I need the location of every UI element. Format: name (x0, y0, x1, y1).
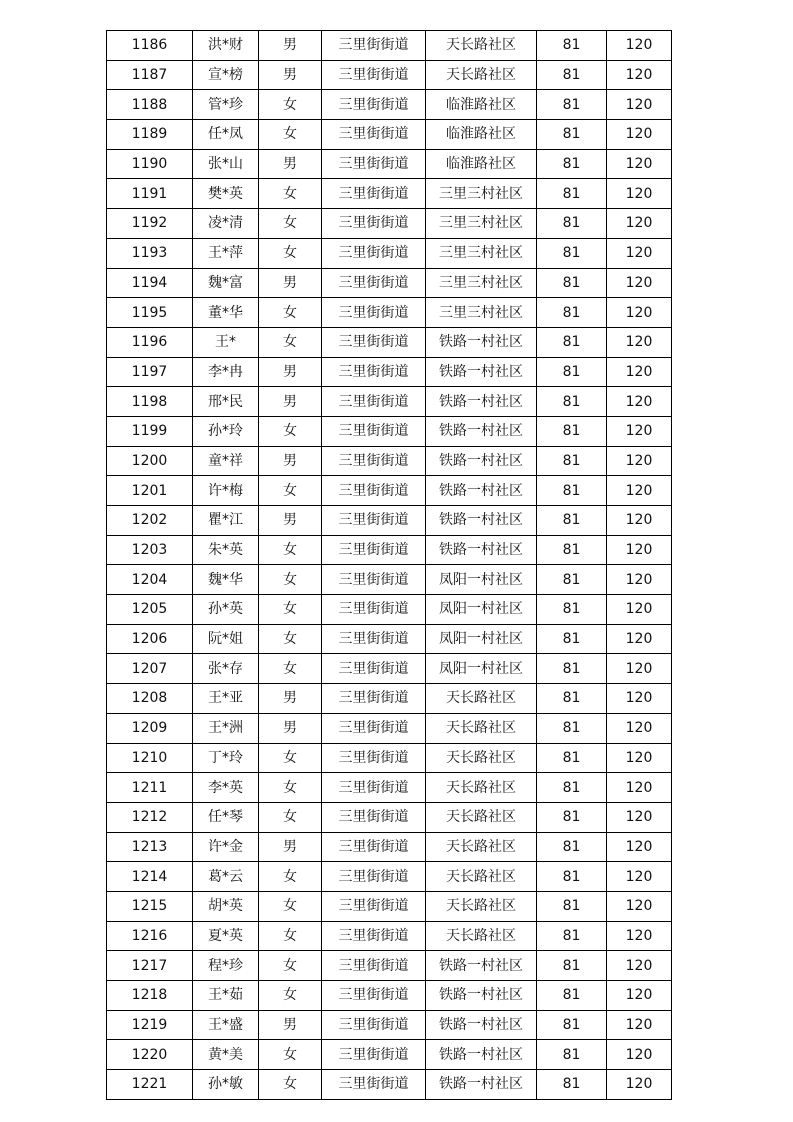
cell-gender: 男 (259, 31, 322, 61)
cell-name: 王*萍 (193, 238, 259, 268)
cell-age: 81 (537, 595, 607, 625)
cell-serial-number: 1216 (107, 921, 193, 951)
cell-community: 三里三村社区 (426, 179, 537, 209)
cell-amount: 120 (607, 120, 672, 150)
cell-serial-number: 1214 (107, 862, 193, 892)
cell-age: 81 (537, 298, 607, 328)
cell-name: 葛*云 (193, 862, 259, 892)
cell-community: 铁路一村社区 (426, 1040, 537, 1070)
cell-age: 81 (537, 862, 607, 892)
cell-community: 铁路一村社区 (426, 981, 537, 1011)
cell-name: 王* (193, 327, 259, 357)
cell-age: 81 (537, 327, 607, 357)
cell-community: 天长路社区 (426, 713, 537, 743)
cell-street: 三里街街道 (322, 951, 426, 981)
cell-age: 81 (537, 684, 607, 714)
cell-community: 铁路一村社区 (426, 1070, 537, 1100)
cell-street: 三里街街道 (322, 595, 426, 625)
cell-community: 临淮路社区 (426, 149, 537, 179)
table-row (107, 684, 672, 714)
table-row (107, 357, 672, 387)
cell-amount: 120 (607, 1010, 672, 1040)
cell-age: 81 (537, 951, 607, 981)
cell-age: 81 (537, 1040, 607, 1070)
cell-street: 三里街街道 (322, 327, 426, 357)
cell-gender: 男 (259, 268, 322, 298)
table-row (107, 446, 672, 476)
cell-name: 王*洲 (193, 713, 259, 743)
cell-serial-number: 1192 (107, 209, 193, 239)
cell-gender: 男 (259, 60, 322, 90)
cell-gender: 女 (259, 179, 322, 209)
cell-name: 任*琴 (193, 802, 259, 832)
cell-community: 三里三村社区 (426, 238, 537, 268)
cell-amount: 120 (607, 891, 672, 921)
cell-age: 81 (537, 921, 607, 951)
cell-gender: 男 (259, 832, 322, 862)
cell-gender: 女 (259, 120, 322, 150)
cell-name: 魏*富 (193, 268, 259, 298)
cell-name: 许*梅 (193, 476, 259, 506)
cell-serial-number: 1199 (107, 416, 193, 446)
cell-serial-number: 1217 (107, 951, 193, 981)
cell-street: 三里街街道 (322, 268, 426, 298)
cell-name: 任*凤 (193, 120, 259, 150)
cell-amount: 120 (607, 179, 672, 209)
cell-amount: 120 (607, 981, 672, 1011)
cell-amount: 120 (607, 624, 672, 654)
cell-name: 魏*华 (193, 565, 259, 595)
cell-age: 81 (537, 268, 607, 298)
cell-age: 81 (537, 506, 607, 536)
cell-amount: 120 (607, 209, 672, 239)
cell-gender: 男 (259, 684, 322, 714)
cell-street: 三里街街道 (322, 624, 426, 654)
cell-gender: 女 (259, 416, 322, 446)
cell-street: 三里街街道 (322, 535, 426, 565)
cell-serial-number: 1200 (107, 446, 193, 476)
cell-amount: 120 (607, 535, 672, 565)
cell-street: 三里街街道 (322, 1070, 426, 1100)
cell-name: 朱*英 (193, 535, 259, 565)
cell-amount: 120 (607, 476, 672, 506)
cell-name: 王*盛 (193, 1010, 259, 1040)
cell-serial-number: 1197 (107, 357, 193, 387)
cell-age: 81 (537, 238, 607, 268)
cell-street: 三里街街道 (322, 773, 426, 803)
cell-community: 天长路社区 (426, 862, 537, 892)
cell-street: 三里街街道 (322, 832, 426, 862)
cell-amount: 120 (607, 773, 672, 803)
table-row (107, 981, 672, 1011)
table-row (107, 298, 672, 328)
cell-amount: 120 (607, 298, 672, 328)
cell-name: 李*英 (193, 773, 259, 803)
cell-serial-number: 1212 (107, 802, 193, 832)
cell-amount: 120 (607, 357, 672, 387)
cell-street: 三里街街道 (322, 298, 426, 328)
cell-serial-number: 1213 (107, 832, 193, 862)
cell-amount: 120 (607, 268, 672, 298)
table-row (107, 654, 672, 684)
cell-gender: 女 (259, 624, 322, 654)
cell-community: 铁路一村社区 (426, 476, 537, 506)
cell-gender: 女 (259, 951, 322, 981)
cell-street: 三里街街道 (322, 921, 426, 951)
cell-gender: 女 (259, 209, 322, 239)
cell-serial-number: 1201 (107, 476, 193, 506)
cell-serial-number: 1194 (107, 268, 193, 298)
cell-age: 81 (537, 713, 607, 743)
cell-serial-number: 1191 (107, 179, 193, 209)
cell-gender: 女 (259, 535, 322, 565)
cell-serial-number: 1204 (107, 565, 193, 595)
cell-age: 81 (537, 209, 607, 239)
cell-gender: 女 (259, 298, 322, 328)
cell-gender: 女 (259, 90, 322, 120)
table-row (107, 891, 672, 921)
cell-name: 管*珍 (193, 90, 259, 120)
cell-gender: 女 (259, 891, 322, 921)
cell-name: 张*山 (193, 149, 259, 179)
cell-street: 三里街街道 (322, 684, 426, 714)
table-row (107, 595, 672, 625)
cell-age: 81 (537, 446, 607, 476)
cell-gender: 女 (259, 862, 322, 892)
cell-street: 三里街街道 (322, 713, 426, 743)
cell-gender: 女 (259, 327, 322, 357)
cell-name: 孙*玲 (193, 416, 259, 446)
table-row (107, 1040, 672, 1070)
cell-community: 天长路社区 (426, 802, 537, 832)
cell-street: 三里街街道 (322, 506, 426, 536)
cell-street: 三里街街道 (322, 891, 426, 921)
cell-age: 81 (537, 1010, 607, 1040)
cell-name: 胡*英 (193, 891, 259, 921)
table-row (107, 921, 672, 951)
cell-amount: 120 (607, 743, 672, 773)
table-row (107, 60, 672, 90)
cell-age: 81 (537, 832, 607, 862)
table-row (107, 179, 672, 209)
cell-serial-number: 1221 (107, 1070, 193, 1100)
cell-serial-number: 1188 (107, 90, 193, 120)
cell-amount: 120 (607, 802, 672, 832)
cell-serial-number: 1209 (107, 713, 193, 743)
cell-community: 凤阳一村社区 (426, 595, 537, 625)
cell-name: 张*存 (193, 654, 259, 684)
cell-street: 三里街街道 (322, 862, 426, 892)
cell-amount: 120 (607, 31, 672, 61)
cell-amount: 120 (607, 446, 672, 476)
cell-name: 丁*玲 (193, 743, 259, 773)
cell-serial-number: 1219 (107, 1010, 193, 1040)
cell-street: 三里街街道 (322, 31, 426, 61)
table-row (107, 476, 672, 506)
cell-community: 铁路一村社区 (426, 387, 537, 417)
cell-community: 天长路社区 (426, 31, 537, 61)
cell-name: 李*冉 (193, 357, 259, 387)
cell-serial-number: 1220 (107, 1040, 193, 1070)
cell-amount: 120 (607, 60, 672, 90)
cell-amount: 120 (607, 654, 672, 684)
cell-serial-number: 1210 (107, 743, 193, 773)
table-row (107, 535, 672, 565)
cell-community: 铁路一村社区 (426, 446, 537, 476)
cell-gender: 男 (259, 387, 322, 417)
cell-street: 三里街街道 (322, 238, 426, 268)
cell-name: 孙*敏 (193, 1070, 259, 1100)
cell-amount: 120 (607, 327, 672, 357)
cell-community: 三里三村社区 (426, 298, 537, 328)
cell-street: 三里街街道 (322, 60, 426, 90)
cell-age: 81 (537, 179, 607, 209)
cell-community: 铁路一村社区 (426, 357, 537, 387)
cell-street: 三里街街道 (322, 565, 426, 595)
cell-street: 三里街街道 (322, 1010, 426, 1040)
cell-name: 孙*英 (193, 595, 259, 625)
cell-age: 81 (537, 624, 607, 654)
table-row (107, 149, 672, 179)
cell-gender: 女 (259, 476, 322, 506)
cell-age: 81 (537, 387, 607, 417)
cell-street: 三里街街道 (322, 90, 426, 120)
cell-street: 三里街街道 (322, 802, 426, 832)
table-row (107, 90, 672, 120)
table-row (107, 387, 672, 417)
cell-street: 三里街街道 (322, 743, 426, 773)
cell-gender: 女 (259, 802, 322, 832)
roster-table-body (107, 31, 672, 1100)
table-row (107, 268, 672, 298)
cell-serial-number: 1207 (107, 654, 193, 684)
table-row (107, 506, 672, 536)
cell-gender: 女 (259, 1070, 322, 1100)
cell-serial-number: 1186 (107, 31, 193, 61)
cell-gender: 男 (259, 713, 322, 743)
cell-amount: 120 (607, 90, 672, 120)
cell-amount: 120 (607, 684, 672, 714)
cell-age: 81 (537, 981, 607, 1011)
table-row (107, 31, 672, 61)
cell-gender: 女 (259, 773, 322, 803)
cell-age: 81 (537, 90, 607, 120)
cell-name: 程*珍 (193, 951, 259, 981)
cell-age: 81 (537, 416, 607, 446)
cell-age: 81 (537, 120, 607, 150)
cell-age: 81 (537, 802, 607, 832)
cell-community: 临淮路社区 (426, 90, 537, 120)
cell-amount: 120 (607, 1070, 672, 1100)
table-row (107, 238, 672, 268)
cell-amount: 120 (607, 832, 672, 862)
cell-gender: 男 (259, 506, 322, 536)
cell-street: 三里街街道 (322, 446, 426, 476)
cell-street: 三里街街道 (322, 416, 426, 446)
cell-gender: 男 (259, 1010, 322, 1040)
cell-gender: 女 (259, 743, 322, 773)
cell-gender: 女 (259, 654, 322, 684)
cell-street: 三里街街道 (322, 209, 426, 239)
cell-amount: 120 (607, 595, 672, 625)
cell-name: 王*亚 (193, 684, 259, 714)
cell-age: 81 (537, 565, 607, 595)
cell-amount: 120 (607, 149, 672, 179)
cell-community: 铁路一村社区 (426, 1010, 537, 1040)
cell-age: 81 (537, 149, 607, 179)
cell-name: 董*华 (193, 298, 259, 328)
cell-community: 天长路社区 (426, 921, 537, 951)
cell-serial-number: 1203 (107, 535, 193, 565)
cell-community: 铁路一村社区 (426, 535, 537, 565)
cell-name: 许*金 (193, 832, 259, 862)
table-row (107, 832, 672, 862)
table-row (107, 951, 672, 981)
cell-community: 天长路社区 (426, 832, 537, 862)
cell-street: 三里街街道 (322, 1040, 426, 1070)
table-row (107, 862, 672, 892)
cell-street: 三里街街道 (322, 476, 426, 506)
cell-name: 黄*美 (193, 1040, 259, 1070)
cell-name: 樊*英 (193, 179, 259, 209)
roster-table (106, 30, 672, 1100)
cell-name: 邢*民 (193, 387, 259, 417)
cell-age: 81 (537, 535, 607, 565)
cell-street: 三里街街道 (322, 387, 426, 417)
table-row (107, 565, 672, 595)
table-row (107, 120, 672, 150)
cell-serial-number: 1202 (107, 506, 193, 536)
cell-amount: 120 (607, 713, 672, 743)
table-row (107, 209, 672, 239)
cell-age: 81 (537, 654, 607, 684)
cell-amount: 120 (607, 506, 672, 536)
cell-amount: 120 (607, 387, 672, 417)
cell-serial-number: 1196 (107, 327, 193, 357)
cell-community: 铁路一村社区 (426, 327, 537, 357)
table-row (107, 773, 672, 803)
cell-community: 三里三村社区 (426, 268, 537, 298)
table-row (107, 1010, 672, 1040)
cell-name: 宣*榜 (193, 60, 259, 90)
cell-serial-number: 1208 (107, 684, 193, 714)
cell-gender: 女 (259, 921, 322, 951)
cell-serial-number: 1206 (107, 624, 193, 654)
cell-gender: 男 (259, 446, 322, 476)
cell-name: 洪*财 (193, 31, 259, 61)
cell-community: 天长路社区 (426, 684, 537, 714)
cell-serial-number: 1218 (107, 981, 193, 1011)
cell-amount: 120 (607, 565, 672, 595)
cell-age: 81 (537, 891, 607, 921)
cell-age: 81 (537, 60, 607, 90)
table-row (107, 1070, 672, 1100)
cell-community: 凤阳一村社区 (426, 654, 537, 684)
cell-serial-number: 1211 (107, 773, 193, 803)
cell-name: 瞿*江 (193, 506, 259, 536)
cell-community: 凤阳一村社区 (426, 565, 537, 595)
cell-community: 三里三村社区 (426, 209, 537, 239)
cell-gender: 女 (259, 238, 322, 268)
cell-name: 凌*清 (193, 209, 259, 239)
cell-community: 铁路一村社区 (426, 506, 537, 536)
table-row (107, 327, 672, 357)
cell-serial-number: 1189 (107, 120, 193, 150)
cell-gender: 女 (259, 1040, 322, 1070)
cell-community: 凤阳一村社区 (426, 624, 537, 654)
table-row (107, 416, 672, 446)
cell-name: 王*茹 (193, 981, 259, 1011)
cell-community: 天长路社区 (426, 891, 537, 921)
cell-street: 三里街街道 (322, 120, 426, 150)
cell-amount: 120 (607, 1040, 672, 1070)
cell-age: 81 (537, 357, 607, 387)
cell-street: 三里街街道 (322, 654, 426, 684)
cell-amount: 120 (607, 862, 672, 892)
cell-age: 81 (537, 476, 607, 506)
cell-street: 三里街街道 (322, 149, 426, 179)
cell-community: 天长路社区 (426, 773, 537, 803)
cell-street: 三里街街道 (322, 981, 426, 1011)
cell-gender: 女 (259, 595, 322, 625)
table-row (107, 624, 672, 654)
cell-age: 81 (537, 1070, 607, 1100)
cell-gender: 男 (259, 357, 322, 387)
cell-community: 天长路社区 (426, 60, 537, 90)
cell-age: 81 (537, 31, 607, 61)
cell-street: 三里街街道 (322, 179, 426, 209)
cell-street: 三里街街道 (322, 357, 426, 387)
cell-name: 夏*英 (193, 921, 259, 951)
cell-community: 铁路一村社区 (426, 951, 537, 981)
cell-serial-number: 1198 (107, 387, 193, 417)
cell-gender: 女 (259, 565, 322, 595)
cell-community: 天长路社区 (426, 743, 537, 773)
cell-amount: 120 (607, 238, 672, 268)
cell-gender: 女 (259, 981, 322, 1011)
cell-name: 童*祥 (193, 446, 259, 476)
table-row (107, 802, 672, 832)
cell-age: 81 (537, 743, 607, 773)
cell-amount: 120 (607, 951, 672, 981)
cell-amount: 120 (607, 921, 672, 951)
cell-serial-number: 1215 (107, 891, 193, 921)
cell-gender: 男 (259, 149, 322, 179)
cell-community: 铁路一村社区 (426, 416, 537, 446)
cell-age: 81 (537, 773, 607, 803)
cell-amount: 120 (607, 416, 672, 446)
table-row (107, 713, 672, 743)
cell-serial-number: 1205 (107, 595, 193, 625)
cell-serial-number: 1193 (107, 238, 193, 268)
table-row (107, 743, 672, 773)
cell-name: 阮*姐 (193, 624, 259, 654)
cell-serial-number: 1187 (107, 60, 193, 90)
cell-serial-number: 1190 (107, 149, 193, 179)
cell-serial-number: 1195 (107, 298, 193, 328)
cell-community: 临淮路社区 (426, 120, 537, 150)
